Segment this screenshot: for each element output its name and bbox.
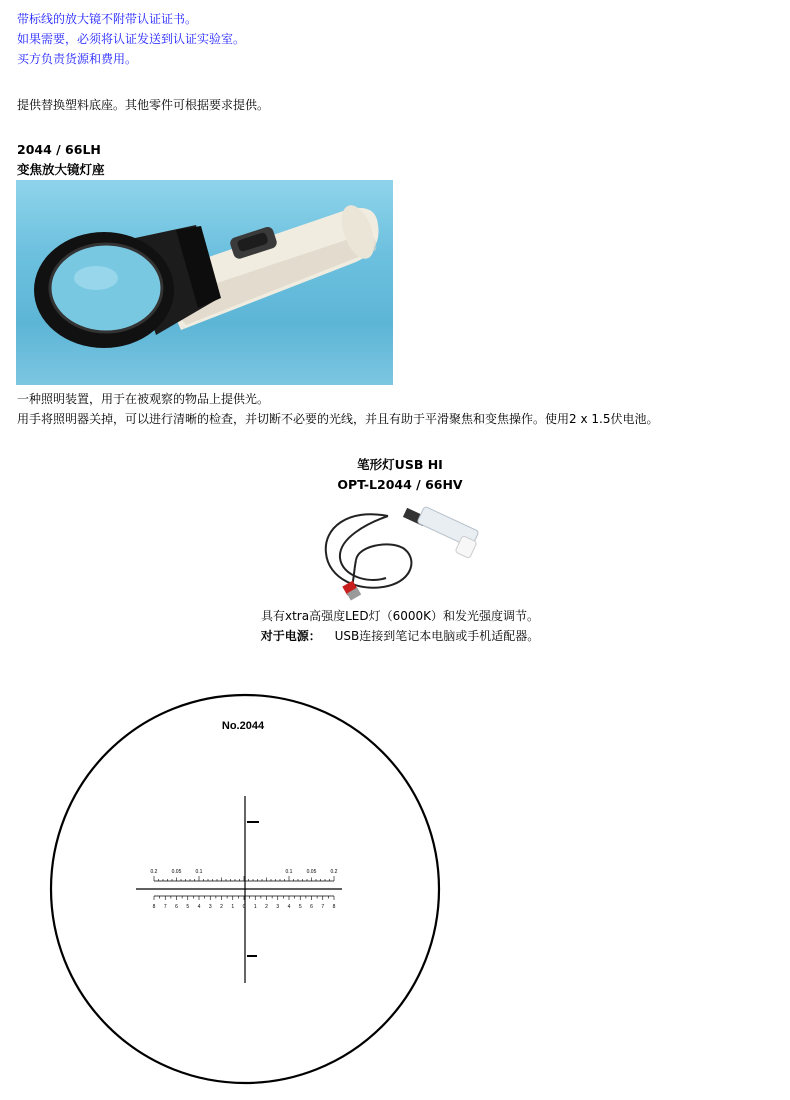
power-label: 对于电源： <box>260 629 321 643</box>
lower-scale-label: 2 <box>220 904 223 910</box>
certificate-notice <box>17 9 245 69</box>
power-text: USB连接到笔记本电脑或手机适配器。 <box>334 629 540 643</box>
lower-scale-label: 7 <box>321 904 325 910</box>
notice-line: 买方负责货源和费用。 <box>17 52 138 66</box>
vertical-mark-upper <box>247 821 259 823</box>
lower-scale-label: 8 <box>332 904 336 910</box>
lower-scale-label: 1 <box>253 904 257 910</box>
product2-name: 笔形灯USB HI <box>357 457 443 472</box>
vertical-mark-lower <box>247 955 257 957</box>
lower-scale-label: 2 <box>265 904 268 910</box>
upper-scale-mid-label: 0.05 <box>306 869 317 875</box>
notice-line: 带标线的放大镜不附带认证证书。 <box>17 12 198 26</box>
product2-code: OPT-L2044 / 66HV <box>337 477 463 492</box>
illuminated-magnifier-photo <box>16 180 393 385</box>
lower-scale-label: 4 <box>197 904 201 910</box>
lower-scale-label: 6 <box>175 904 178 910</box>
lower-scale-label: 7 <box>163 904 167 910</box>
lower-scale-label: 4 <box>287 904 291 910</box>
lower-scale-label: 1 <box>231 904 235 910</box>
product2-power <box>0 626 790 646</box>
notice-line: 如果需要，必须将认证发送到认证实验室。 <box>17 32 246 46</box>
replacement-note: 提供替换塑料底座。其他零件可根据要求提供。 <box>17 98 270 112</box>
description-line: 一种照明装置，用于在被观察的物品上提供光。 <box>17 392 270 406</box>
reticle-diagram <box>48 693 442 1085</box>
lower-scale-label: 5 <box>186 904 190 910</box>
lower-scale-label: 0 <box>242 904 246 910</box>
lower-scale-label: 6 <box>310 904 313 910</box>
upper-scale-label: 0.2 <box>330 869 338 875</box>
description-line: 用手将照明器关掉，可以进行清晰的检查，并切断不必要的光线，并且有助于平滑聚焦和变焦操作。使用2 x 1.5伏电池。 <box>17 412 659 426</box>
lower-scale-label: 8 <box>152 904 156 910</box>
lower-scale-label: 5 <box>298 904 302 910</box>
product1-description <box>17 389 658 429</box>
usb-pen-light-photo <box>318 498 480 602</box>
product1-name: 变焦放大镜灯座 <box>17 162 105 177</box>
upper-scale-label: 0.1 <box>285 869 293 875</box>
product1-code: 2044 / 66LH <box>17 142 101 157</box>
lower-scale-label: 3 <box>276 904 280 910</box>
lower-scale-label: 3 <box>208 904 212 910</box>
product2-feature: 具有xtra高强度LED灯（6000K）和发光强度调节。 <box>260 609 539 623</box>
upper-scale-label: 0.1 <box>195 869 203 875</box>
upper-scale-mid-label: 0.05 <box>171 869 182 875</box>
upper-scale-label: 0.2 <box>150 869 158 875</box>
reticle-model: No.2044 <box>221 720 265 732</box>
